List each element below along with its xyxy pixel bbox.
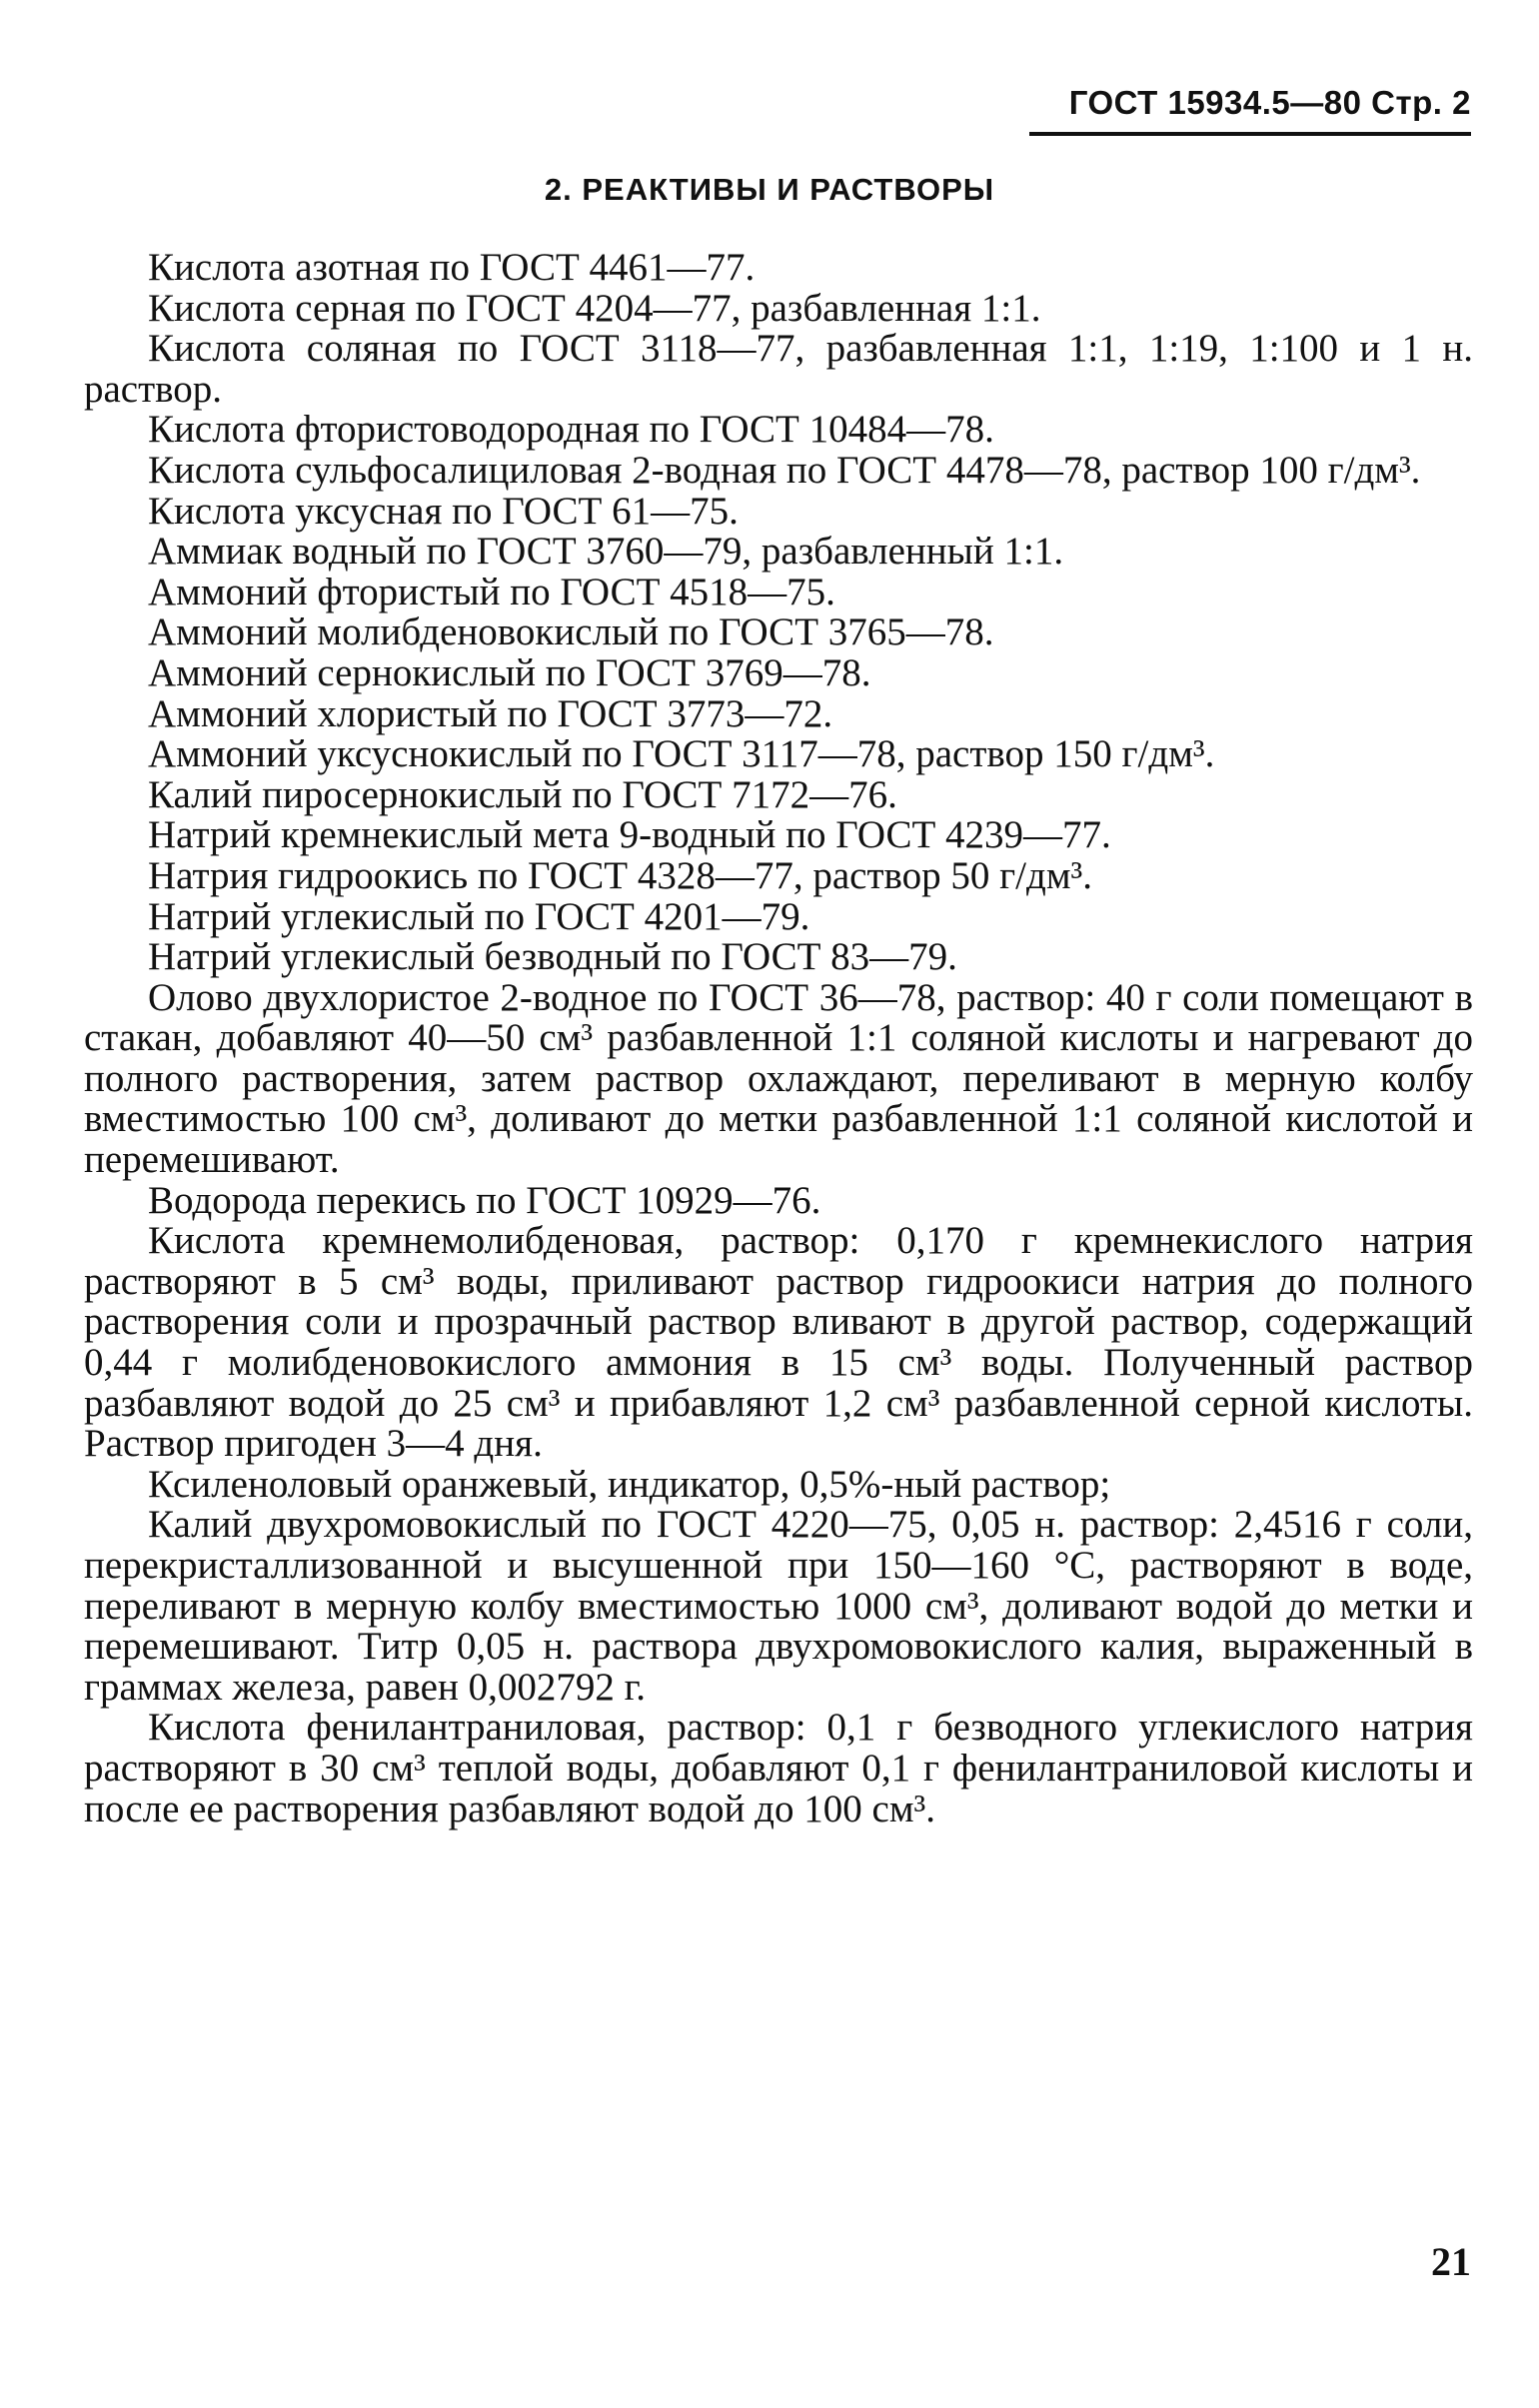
paragraph: Водорода перекись по ГОСТ 10929—76. [148,1178,821,1222]
paragraph: Кислота сульфосалициловая 2-водная по ГОСТ 4478—78, раствор 100 г/дм³. [148,448,1421,492]
paragraph: Аммоний сернокислый по ГОСТ 3769—78. [148,650,871,694]
paragraph: Аммоний фтористый по ГОСТ 4518—75. [148,570,835,613]
section-title: 2. РЕАКТИВЫ И РАСТВОРЫ [544,172,995,207]
running-header [1029,84,1471,136]
paragraph: Калий пиросернокислый по ГОСТ 7172—76. [148,772,897,816]
paragraph: Кислота соляная по ГОСТ 3118—77, разбавленная 1:1, 1:19, 1:100 и 1 н. раствор. [84,327,1473,411]
paragraph: Аммоний уксуснокислый по ГОСТ 3117—78, раствор 150 г/дм³. [148,732,1215,776]
paragraph: Аммоний хлористый по ГОСТ 3773—72. [148,691,833,735]
paragraph: Кислота уксусная по ГОСТ 61—75. [148,489,739,533]
paragraph: Натрий углекислый по ГОСТ 4201—79. [148,894,810,938]
paragraph: Натрия гидроокись по ГОСТ 4328—77, раствор 50 г/дм³. [148,853,1092,897]
standard-number: ГОСТ 15934.5—80 [1068,84,1362,121]
paragraph: Аммоний молибденовокислый по ГОСТ 3765—78. [148,610,994,654]
paragraph: Аммиак водный по ГОСТ 3760—79, разбавленный 1:1. [148,530,1064,574]
paragraph: Олово двухлористое 2-водное по ГОСТ 36—78, раствор: 40 г соли помещают в стакан, добавляют 40—50 см³ разбавленной 1:1 соляной кислоты и нагревают до полного растворения, затем раствор охлаждают, переливают в мерную колбу вместимостью 100 см³, доливают до метки разбавленной 1:1 соляной кислотой и перемешивают. [84,975,1473,1182]
paragraph: Кислота фенилантраниловая, раствор: 0,1 г безводного углекислого натрия растворяют в 30 см³ теплой воды, добавляют 0,1 г фенилантраниловой кислоты и после ее растворения разбавляют водой до 100 см³. [84,1706,1473,1830]
paragraph: Кислота азотная по ГОСТ 4461—77. [148,246,756,289]
paragraph: Кислота серная по ГОСТ 4204—77, разбавленная 1:1. [148,286,1041,330]
header-page: Стр. 2 [1371,84,1471,121]
reagents-list [84,248,1473,1829]
paragraph: Калий двухромовокислый по ГОСТ 4220—75, 0,05 н. раствор: 2,4516 г соли, перекристаллизованной и высушенной при 150—160 °С, растворяют в воде, переливают в мерную колбу вместимостью 1000 см³, доливают водой до метки и перемешивают. Титр 0,05 н. раствора двухромовокислого калия, выраженный в граммах железа, равен 0,002792 г. [84,1503,1473,1709]
paragraph: Кислота кремнемолибденовая, раствор: 0,170 г кремнекислого натрия растворяют в 5 см³ воды, приливают раствор гидроокиси натрия до полного растворения соли и прозрачный раствор вливают в другой раствор, содержащий 0,44 г молибденовокислого аммония в 15 см³ воды. Полученный раствор разбавляют водой до 25 см³ и прибавляют 1,2 см³ разбавленной серной кислоты. Раствор пригоден 3—4 дня. [84,1219,1473,1466]
page-number: 21 [1431,2239,1471,2284]
paragraph: Ксиленоловый оранжевый, индикатор, 0,5%-ный раствор; [148,1462,1111,1506]
paragraph: Натрий кремнекислый мета 9-водный по ГОСТ 4239—77. [148,813,1111,857]
paragraph: Кислота фтористоводородная по ГОСТ 10484—78. [148,408,994,452]
paragraph: Натрий углекислый безводный по ГОСТ 83—79. [148,935,957,979]
